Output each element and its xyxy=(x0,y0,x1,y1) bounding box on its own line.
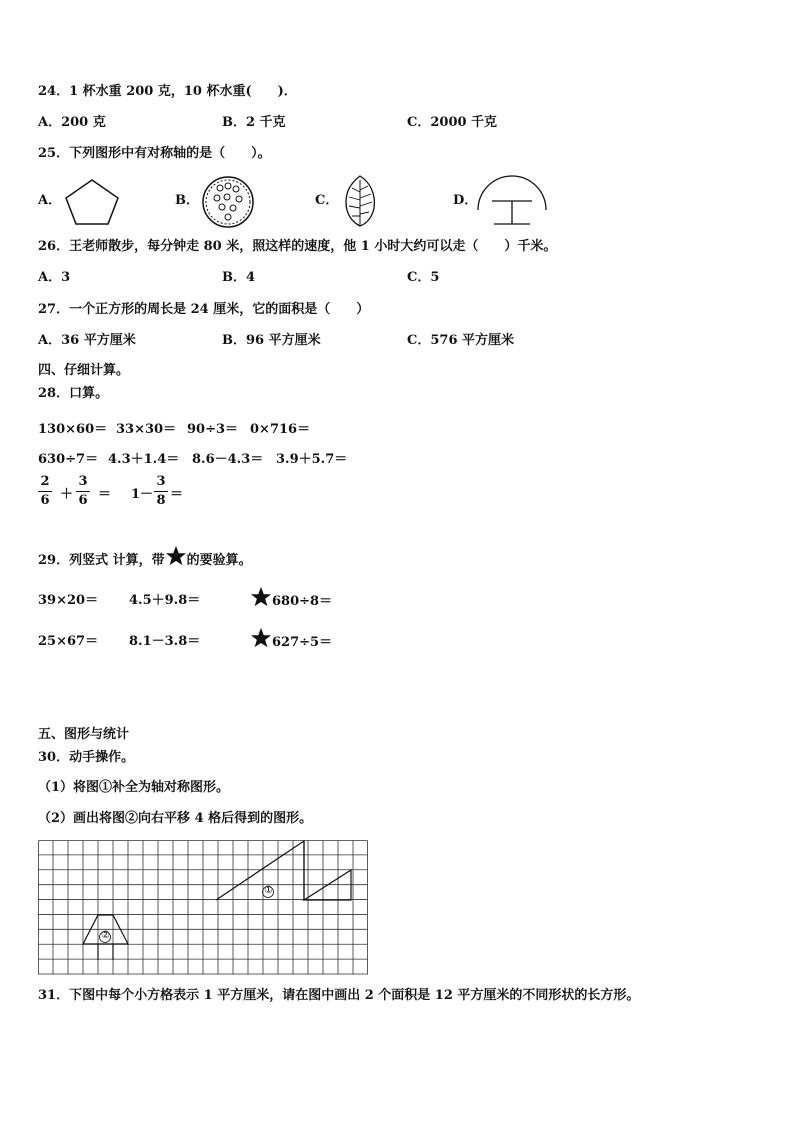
question-28-stem: 28．口算。 xyxy=(38,386,109,401)
question-29-stem xyxy=(38,545,252,569)
question-30-stem: 30．动手操作。 xyxy=(38,750,135,765)
calc-item: 33×30＝ xyxy=(116,422,177,437)
fraction-denominator: 6 xyxy=(40,493,50,508)
starred-calc-item xyxy=(250,586,332,609)
dotted-circle-figure xyxy=(200,174,256,230)
calc-item: 630÷7＝ xyxy=(38,452,99,467)
q29-stem-part-b: 的要验算。 xyxy=(186,553,252,568)
q25-option-d[interactable]: D． xyxy=(453,193,478,208)
arch-figure xyxy=(474,170,550,228)
q30-subquestion-1: （1）将图①补全为轴对称图形。 xyxy=(38,780,230,795)
calc-expression: 627÷5＝ xyxy=(272,635,333,650)
q30-subquestion-2: （2）画出将图②向右平移 4 格后得到的图形。 xyxy=(38,811,313,826)
q24-option-b[interactable]: B．2 千克 xyxy=(222,115,286,130)
figure-2-label: ② xyxy=(101,930,110,941)
calc-item: 25×67＝ xyxy=(38,634,99,649)
leaf-figure xyxy=(340,172,380,230)
fraction-3-8 xyxy=(154,474,168,509)
q27-option-a[interactable]: A．36 平方厘米 xyxy=(38,333,136,348)
calc-item: 3.9＋5.7＝ xyxy=(276,452,348,467)
question-24-stem: 24．1 杯水重 200 克，10 杯水重( )． xyxy=(38,84,297,99)
q25-option-a[interactable]: A． xyxy=(38,193,62,208)
equals-sign: ＝ xyxy=(98,487,112,502)
pentagon-figure xyxy=(62,176,122,228)
fraction-numerator: 3 xyxy=(156,474,166,489)
q29-stem-part-a: 29．列竖式 计算，带 xyxy=(38,553,165,568)
q26-option-a[interactable]: A．3 xyxy=(38,270,71,285)
q25-option-b[interactable]: B． xyxy=(175,193,199,208)
starred-calc-item xyxy=(250,627,332,650)
fraction-denominator: 6 xyxy=(78,493,88,508)
fraction-denominator: 8 xyxy=(156,493,166,508)
calc-item: 39×20＝ xyxy=(38,593,99,608)
calc-item: 8.1－3.8＝ xyxy=(129,634,201,649)
fraction-numerator: 3 xyxy=(78,474,88,489)
figure-1-left-part xyxy=(216,841,304,900)
star-icon xyxy=(165,545,187,567)
one-minus: 1－ xyxy=(131,487,154,502)
q24-option-c[interactable]: C．2000 千克 xyxy=(407,115,498,130)
calc-item: 8.6－4.3＝ xyxy=(192,452,264,467)
calc-item: 130×60＝ xyxy=(38,422,108,437)
calc-item: 4.5＋9.8＝ xyxy=(129,593,201,608)
equals-sign: ＝ xyxy=(170,487,184,502)
calc-item: 90÷3＝ xyxy=(187,422,239,437)
q27-option-b[interactable]: B．96 平方厘米 xyxy=(222,333,321,348)
calc-item: 4.3＋1.4＝ xyxy=(108,452,180,467)
q24-option-a[interactable]: A．200 克 xyxy=(38,115,106,130)
q25-option-c[interactable]: C． xyxy=(315,193,339,208)
star-icon xyxy=(250,627,272,649)
question-31-stem: 31．下图中每个小方格表示 1 平方厘米，请在图中画出 2 个面积是 12 平方厘米的不同形状的长方形。 xyxy=(38,988,640,1003)
calc-expression: 680÷8＝ xyxy=(272,594,333,609)
fraction-2-6 xyxy=(38,474,52,509)
drawing-grid[interactable] xyxy=(38,840,368,976)
figure-1-label: ① xyxy=(264,885,273,896)
calc-item: 0×716＝ xyxy=(250,422,311,437)
question-25-stem: 25．下列图形中有对称轴的是（ ）。 xyxy=(38,146,271,161)
star-icon xyxy=(250,586,272,608)
question-27-stem: 27．一个正方形的周长是 24 厘米，它的面积是（ ） xyxy=(38,302,370,317)
fraction-3-6 xyxy=(76,474,90,509)
plus-sign: ＋ xyxy=(60,487,74,502)
fraction-numerator: 2 xyxy=(40,474,50,489)
section-4-heading: 四、仔细计算。 xyxy=(38,363,130,378)
q27-option-c[interactable]: C．576 平方厘米 xyxy=(407,333,515,348)
question-26-stem: 26．王老师散步，每分钟走 80 米，照这样的速度，他 1 小时大约可以走（ ）千米。 xyxy=(38,239,557,254)
q26-option-c[interactable]: C．5 xyxy=(407,270,440,285)
section-5-heading: 五、图形与统计 xyxy=(38,727,130,742)
q26-option-b[interactable]: B．4 xyxy=(222,270,256,285)
